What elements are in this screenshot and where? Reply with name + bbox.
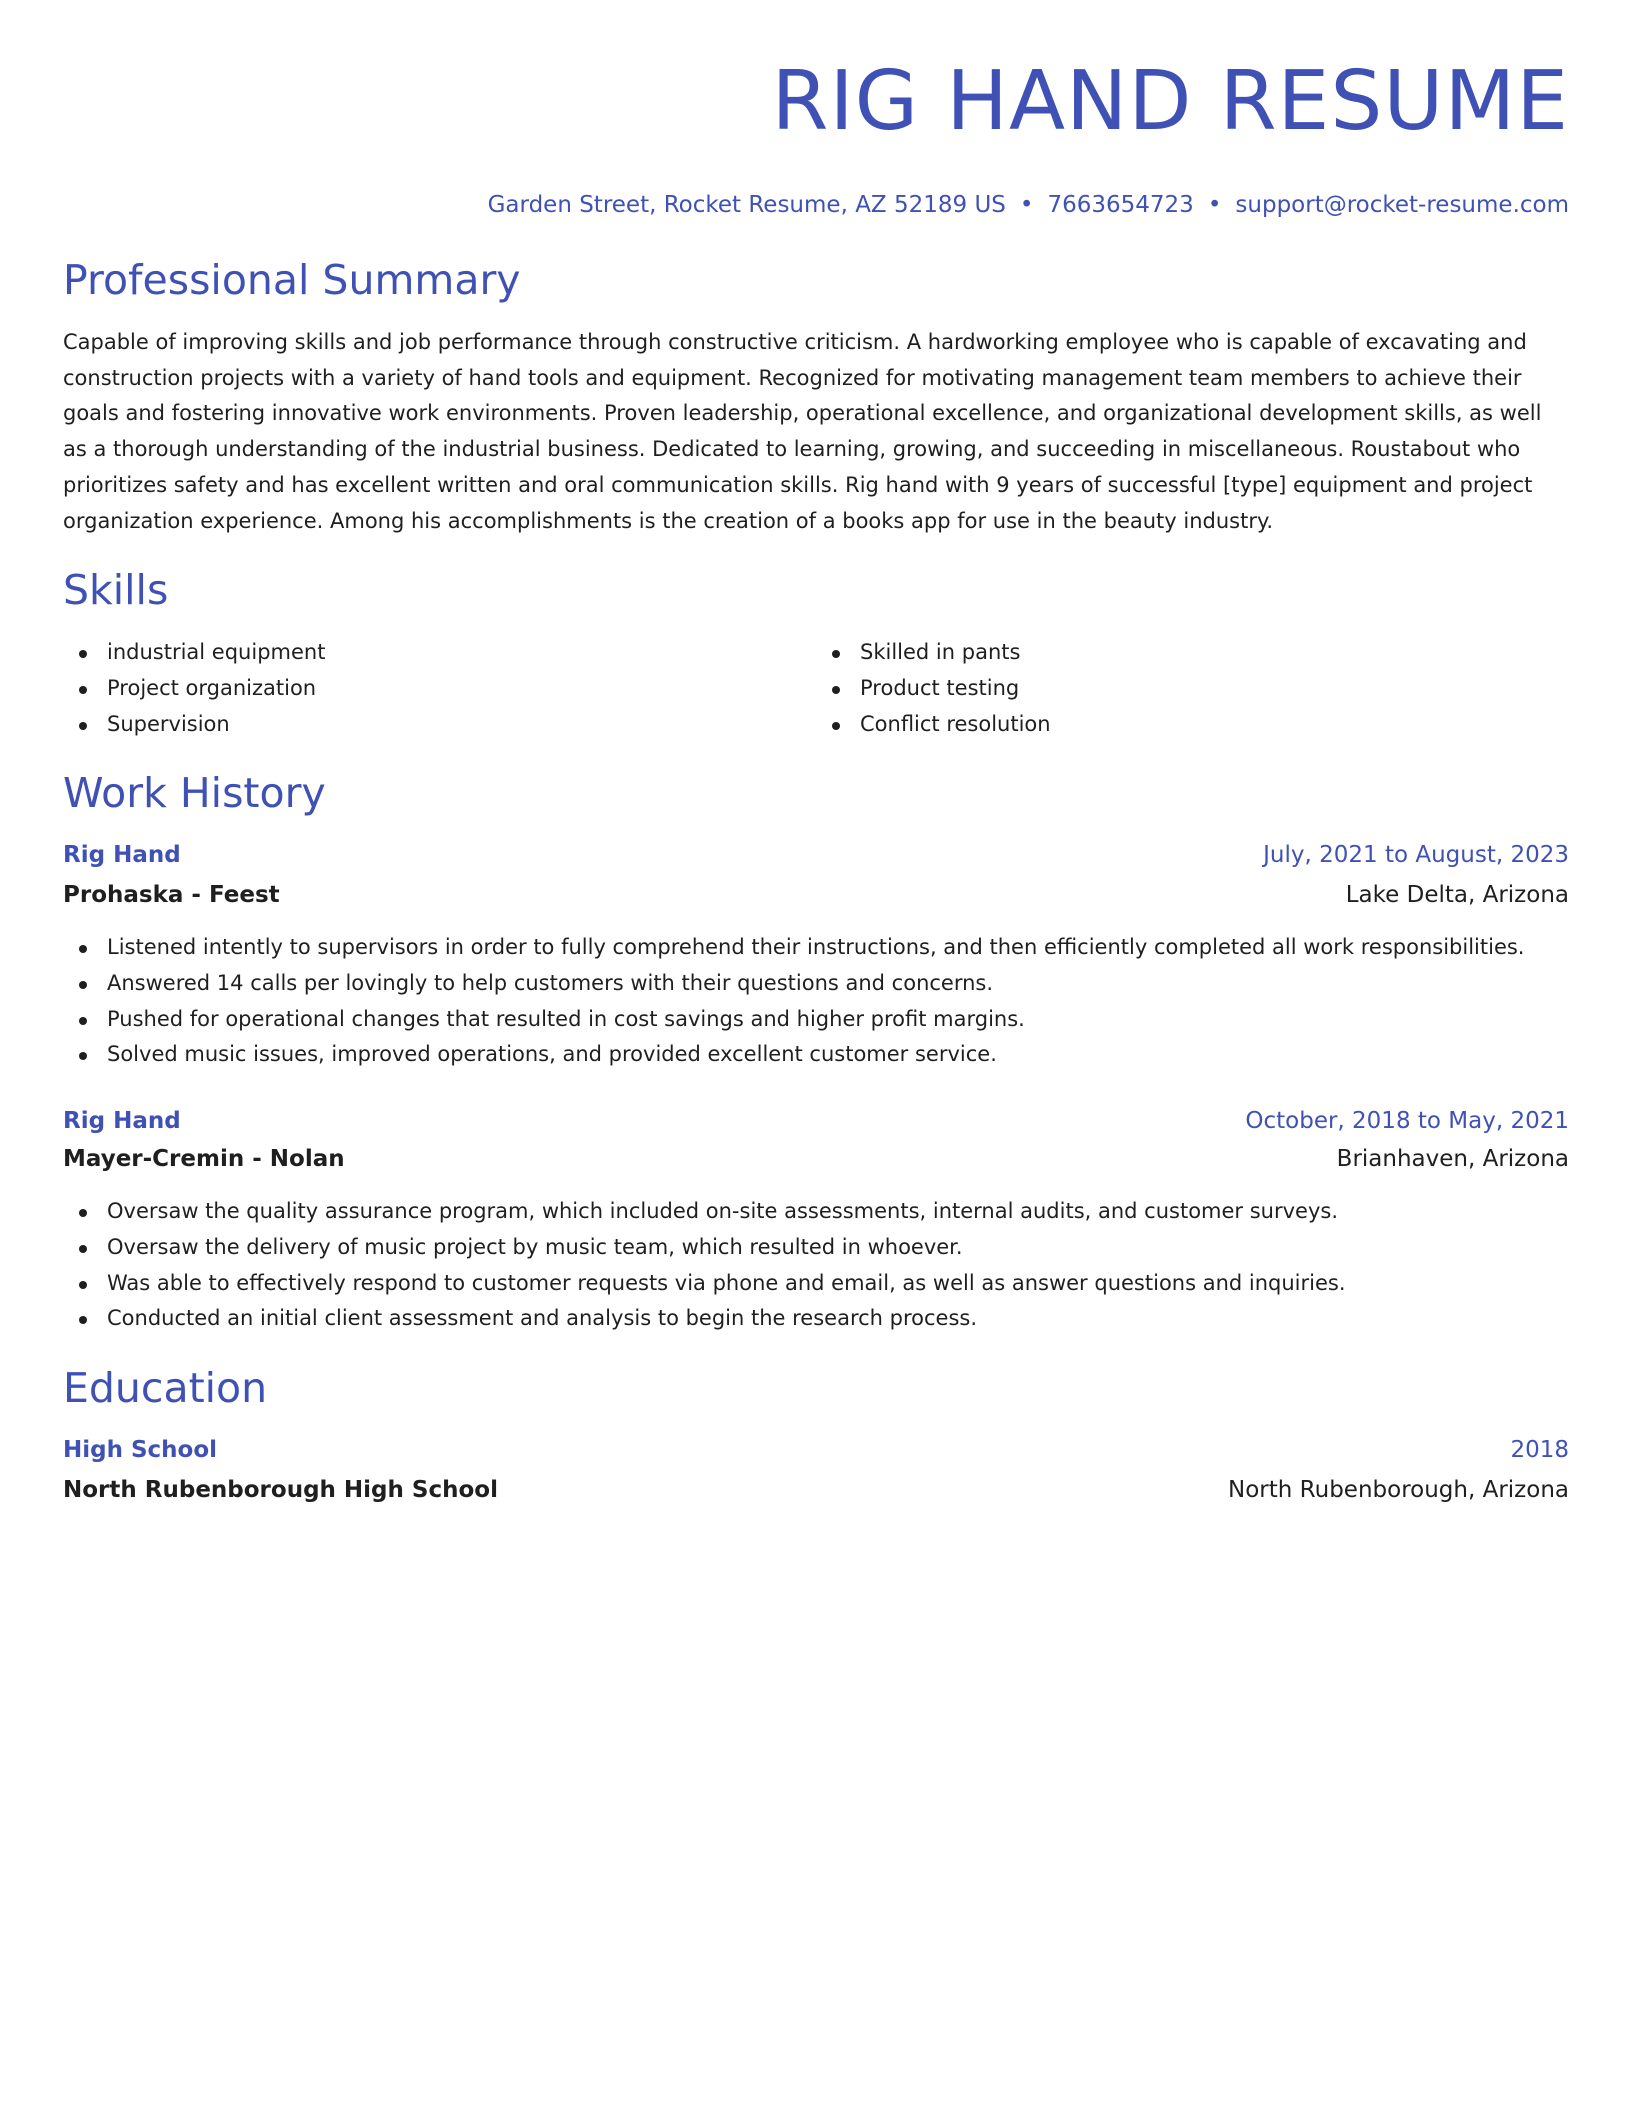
skill-item: industrial equipment <box>63 635 816 671</box>
job-location: Lake Delta, Arizona <box>1345 882 1569 909</box>
summary-heading: Professional Summary <box>63 256 521 304</box>
job-title: Rig Hand <box>63 1108 181 1135</box>
contact-email: support@rocket-resume.com <box>1235 192 1569 218</box>
education-school: North Rubenborough High School <box>63 1476 498 1503</box>
job-bullet: Listened intently to supervisors in order to fully comprehend their instructions, and then efficiently completed all work responsibilities. <box>63 930 1569 966</box>
education-location: North Rubenborough, Arizona <box>1228 1476 1569 1503</box>
job-title: Rig Hand <box>63 842 181 869</box>
job-company: Mayer-Cremin - Nolan <box>63 1146 345 1173</box>
job-bullets <box>63 1194 1569 1337</box>
skills-column-left <box>63 635 816 742</box>
skill-item: Conflict resolution <box>816 707 1569 743</box>
job-company-row <box>63 1144 1569 1174</box>
contact-separator: • <box>1019 192 1034 218</box>
job-bullet: Conducted an initial client assessment and analysis to begin the research process. <box>63 1301 1569 1337</box>
skill-item: Supervision <box>63 707 816 743</box>
contact-line <box>63 190 1569 220</box>
job-title-row <box>63 1106 1569 1136</box>
job-location: Brianhaven, Arizona <box>1336 1146 1569 1173</box>
education-degree: High School <box>63 1436 218 1463</box>
skills-list <box>63 635 1569 742</box>
resume-name: RIG HAND RESUME <box>771 54 1569 149</box>
job-entry <box>63 840 1569 1073</box>
education-heading: Education <box>63 1363 268 1412</box>
contact-separator: • <box>1207 192 1222 218</box>
contact-address: Garden Street, Rocket Resume, AZ 52189 US <box>487 192 1006 218</box>
job-title-row <box>63 840 1569 870</box>
skills-column-right <box>816 635 1569 742</box>
skills-heading: Skills <box>63 566 169 615</box>
education-title-row <box>63 1435 1569 1465</box>
education-entry <box>63 1435 1569 1505</box>
job-company: Prohaska - Feest <box>63 882 280 909</box>
job-bullets <box>63 930 1569 1073</box>
skill-item: Skilled in pants <box>816 635 1569 671</box>
job-bullet: Oversaw the quality assurance program, which included on-site assessments, internal audits, and customer surveys. <box>63 1194 1569 1230</box>
work-history-heading: Work History <box>63 769 326 818</box>
skill-item: Product testing <box>816 671 1569 707</box>
job-dates: July, 2021 to August, 2023 <box>1263 842 1569 869</box>
job-bullet: Oversaw the delivery of music project by music team, which resulted in whoever. <box>63 1230 1569 1266</box>
resume-header <box>63 50 1569 220</box>
education-school-row <box>63 1475 1569 1505</box>
contact-phone: 7663654723 <box>1047 192 1194 218</box>
job-dates: October, 2018 to May, 2021 <box>1245 1108 1569 1135</box>
summary-text: Capable of improving skills and job performance through constructive criticism. A hardworking employee who is capable of excavating and construction projects with a variety of hand tools and equipment. Recognized for motivating management team members to achieve their goals and fostering innovative work environments. Proven leadership, operational excellence, and organizational development skills, as well as a thorough understanding of the industrial business. Dedicated to learning, growing, and succeeding in miscellaneous. Roustabout who prioritizes safety and has excellent written and oral communication skills. Rig hand with 9 years of successful [type] equipment and project organization experience. Among his accomplishments is the creation of a books app for use in the beauty industry. <box>63 330 1542 533</box>
job-bullet: Was able to effectively respond to customer requests via phone and email, as well as answer questions and inquiries. <box>63 1266 1569 1302</box>
job-bullet: Solved music issues, improved operations, and provided excellent customer service. <box>63 1037 1569 1073</box>
skill-item: Project organization <box>63 671 816 707</box>
job-company-row <box>63 880 1569 910</box>
job-bullet: Answered 14 calls per lovingly to help customers with their questions and concerns. <box>63 966 1569 1002</box>
job-entry <box>63 1106 1569 1337</box>
job-bullet: Pushed for operational changes that resulted in cost savings and higher profit margins. <box>63 1002 1569 1038</box>
education-year: 2018 <box>1510 1436 1569 1463</box>
